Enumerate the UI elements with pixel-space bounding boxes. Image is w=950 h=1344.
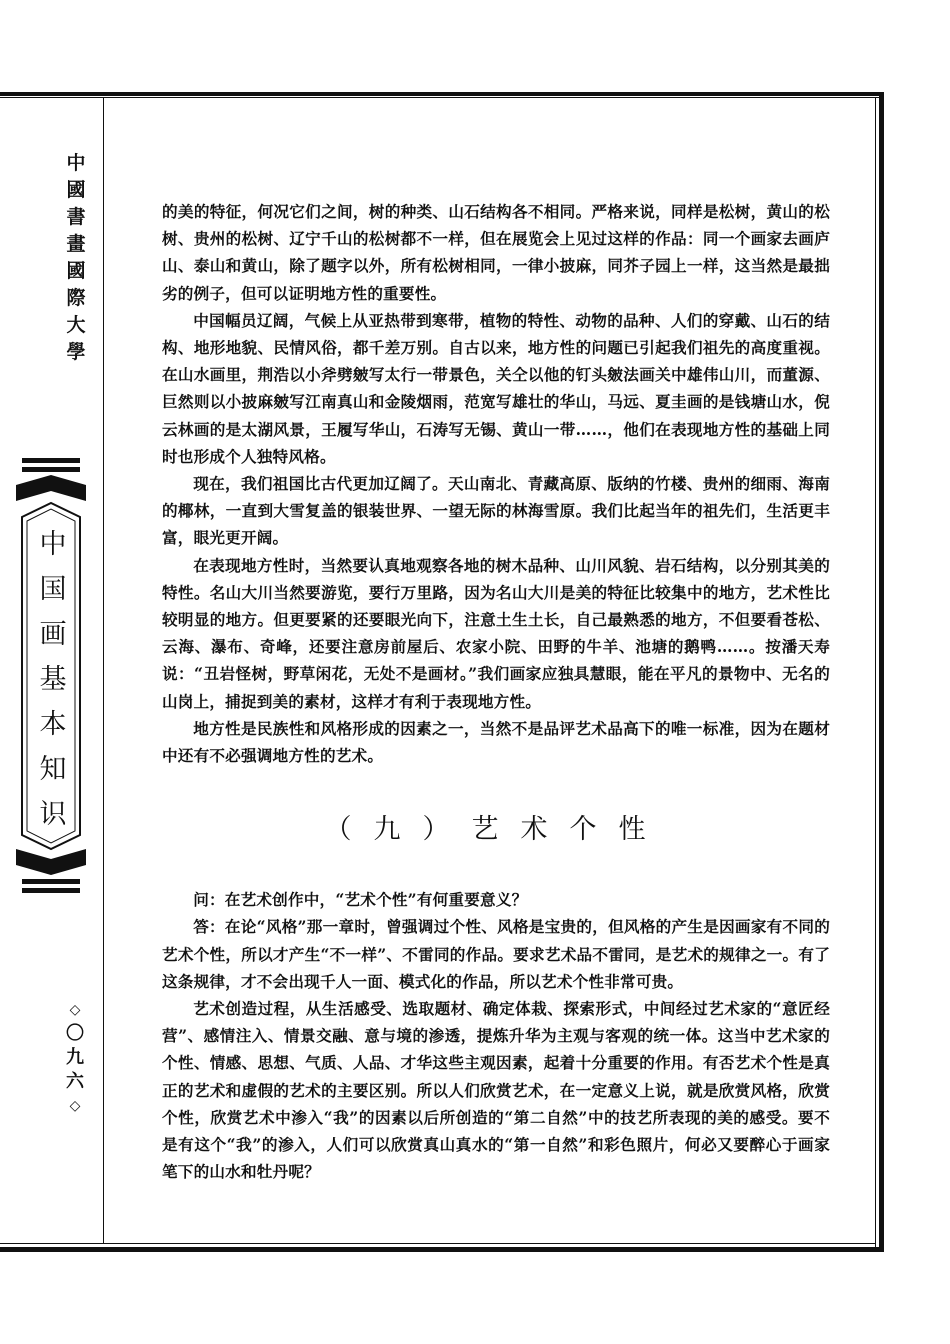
school-char: 畫 [66,233,86,255]
paragraph: 在表现地方性时，当然要认真地观察各地的树木品种、山川风貌、岩石结构，以分别其美的特性。名山大川当然要游览，要行万里路，因为名山大川是美的特征比较集中的地方，艺术性比较明显的地方。但更要紧的还要眼光向下，注意土生土长，自己最熟悉的地方，不但要看苍松、云海、瀑布、奇峰，还要注意房前屋后、农家小院、田野的牛羊、池塘的鹅鸭……。按潘天寿说：“丑岩怪树，野草闲花，无处不是画材。”我们画家应独具慧眼，能在平凡的景物中、无名的山岗上，捕捉到美的素材，这样才有利于表现地方性。 [162,555,830,711]
paragraph: 现在，我们祖国比古代更加辽阔了。天山南北、青藏高原、版纳的竹楼、贵州的细雨、海南的椰林，一直到大雪复盖的银装世界、一望无际的林海雪原。我们比起当年的祖先们，生活更丰富，眼光更开阔。 [162,474,830,548]
page-number-vertical [60,998,90,1118]
school-char: 國 [66,260,86,282]
spine-column [0,0,100,1344]
book-title-char: 国 [39,574,67,605]
frame-right-inner-line [875,97,876,1247]
frame-bottom-inner-line [0,1243,876,1244]
school-char: 書 [66,206,86,228]
diamond-ornament-icon: ◇ [69,1002,81,1018]
book-title-char: 基 [39,664,67,695]
section-heading: （九）艺术个性 [324,814,668,846]
book-title-char: 本 [39,709,67,740]
book-title-char: 知 [39,754,67,785]
school-char: 國 [66,179,86,201]
paragraph: 的美的特征，何况它们之间，树的种类、山石结构各不相同。严格来说，同样是松树，黄山的松树、贵州的松树、辽宁千山的松树都不一样，但在展览会上见过这样的作品：同一个画家去画庐山、泰山和黄山，除了题字以外，所有松树相同，一律小披麻，同芥子园上一样，这当然是最拙劣的例子，但可以证明地方性的重要性。 [162,202,830,303]
frame-bottom-border [0,1247,884,1252]
diamond-ornament-icon: ◇ [69,1098,81,1114]
paragraph: 地方性是民族性和风格形成的因素之一，当然不是品评艺术品高下的唯一标准，因为在题材中还有不必强调地方性的艺术。 [162,718,830,766]
school-char: 際 [66,287,86,309]
question-paragraph: 问：在艺术创作中，“艺术个性”有何重要意义？ [193,890,528,910]
answer-paragraph: 答：在论“风格”那一章时，曾强调过个性、风格是宝贵的，但风格的产生是因画家有不同的艺术个性，所以才产生“不一样”、不雷同的作品。要求艺术品不雷同，是艺术的规律之一。有了这条规律，才不会出现千人一面、模式化的作品，所以艺术个性非常可贵。 [162,917,830,991]
page-number-char: 六 [66,1071,84,1092]
book-title-vertical [34,522,72,837]
school-char: 學 [66,341,86,363]
paragraph: 艺术创造过程，从生活感受、选取题材、确定体栽、探索形式，中间经过艺术家的“意匠经营”、感情注入、情景交融、意与境的渗透，提炼升华为主观与客观的统一体。这当中艺术家的个性、情感、思想、气质、人品、才华这些主观因素，起着十分重要的作用。有否艺术个性是真正的艺术和虚假的艺术的主要区别。所以人们欣赏艺术，在一定意义上说，就是欣赏风格，欣赏个性，欣赏艺术中渗入“我”的因素以后所创造的“第二自然”中的技艺所表现的美的感受。要不是有这个“我”的渗入，人们可以欣赏真山真水的“第一自然”和彩色照片，何必又要醉心于画家笔下的山水和牡丹呢？ [162,999,830,1182]
school-char: 大 [66,314,86,336]
frame-top-border [0,92,884,96]
school-char: 中 [66,152,86,174]
book-title-char: 画 [39,619,67,650]
paragraph: 中国幅员辽阔，气候上从亚热带到寒带，植物的特性、动物的品种、人们的穿戴、山石的结构、地形地貌、民情风俗，都千差万别。自古以来，地方性的问题已引起我们祖先的高度重视。在山水画里，荆浩以小斧劈皴写太行一带景色，关仝以他的钉头皴法画关中雄伟山川，而董源、巨然则以小披麻皴写江南真山和金陵烟雨，范宽写雄壮的华山，马远、夏圭画的是钱塘山水，倪云林画的是太湖风景，王履写华山，石涛写无锡、黄山一带……，他们在表现地方性的基础上同时也形成个人独特风格。 [162,310,830,466]
book-title-char: 识 [39,799,67,830]
frame-top-inner-line [0,97,879,98]
frame-right-border [879,92,884,1252]
book-title-char: 中 [39,529,67,560]
page-number-char: 〇 [66,1023,84,1044]
school-name-vertical [62,150,90,366]
margin-rule [103,97,104,1243]
page-number-char: 九 [66,1047,84,1068]
body-text-top [162,198,830,1186]
